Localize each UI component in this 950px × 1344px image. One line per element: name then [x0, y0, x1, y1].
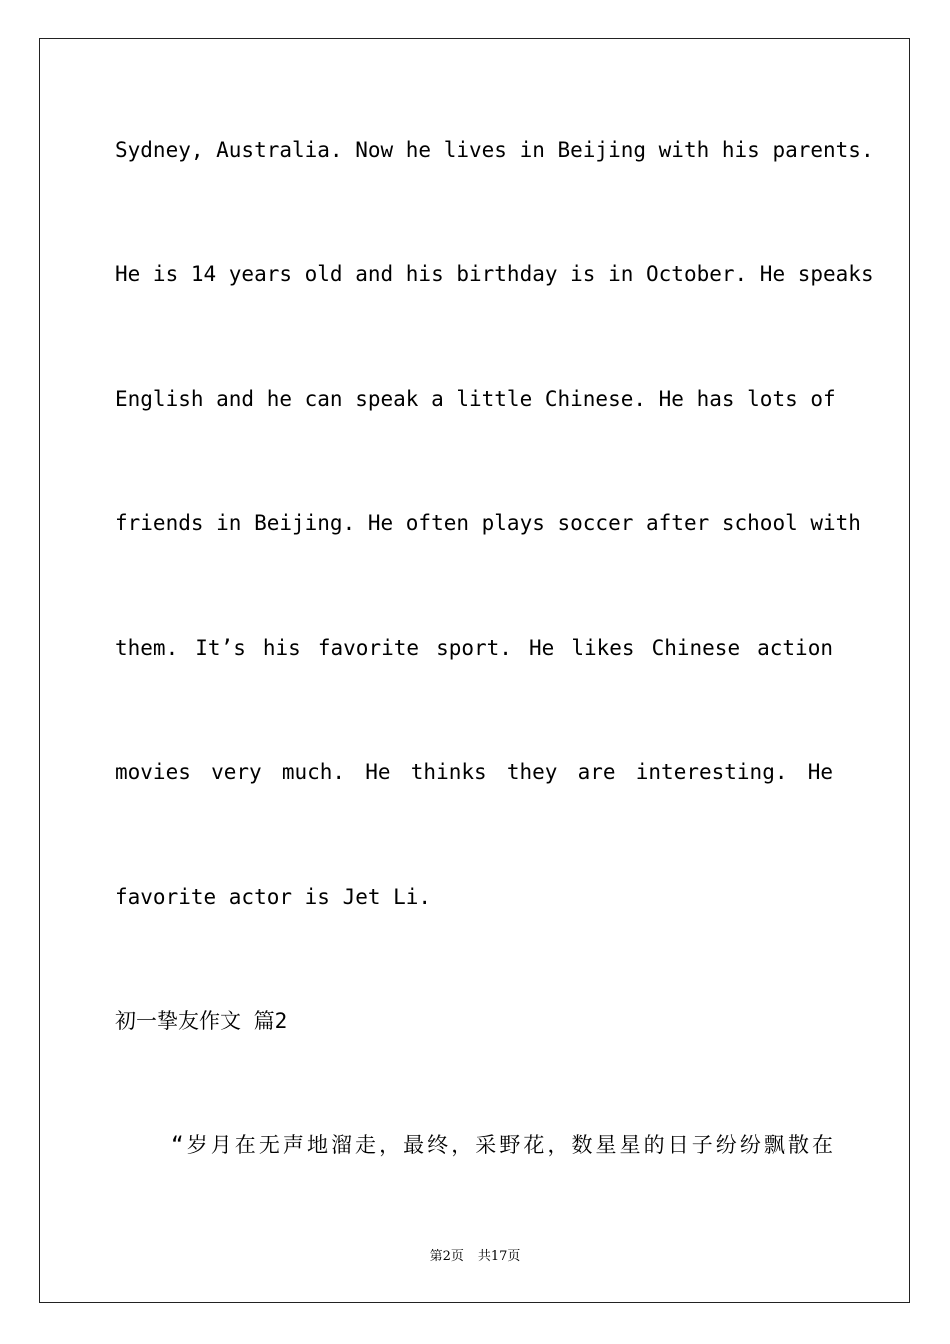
- body-line-7: favorite actor is Jet Li.: [115, 885, 432, 909]
- body-line-4: friends in Beijing. He often plays soccer after school with: [115, 511, 861, 535]
- page-total: 共17页: [477, 1249, 521, 1264]
- paragraph-first-line: “岁月在无声地溜走，最终，采野花，数星星的日子纷纷飘散在: [171, 1133, 833, 1157]
- body-line-1: Sydney, Australia. Now he lives in Beijing with his parents.: [115, 138, 874, 162]
- page-footer: [0, 1248, 950, 1266]
- page-number: 第2页: [429, 1249, 464, 1264]
- body-line-3: English and he can speak a little Chinese. He has lots of: [115, 387, 836, 411]
- body-line-2: He is 14 years old and his birthday is in October. He speaks: [115, 262, 874, 286]
- body-line-6: movies very much. He thinks they are interesting. He: [115, 760, 833, 784]
- page-border: [39, 38, 910, 1303]
- section-heading: 初一挚友作文 篇2: [115, 1009, 288, 1033]
- body-line-5: them. It’s his favorite sport. He likes Chinese action: [115, 636, 833, 660]
